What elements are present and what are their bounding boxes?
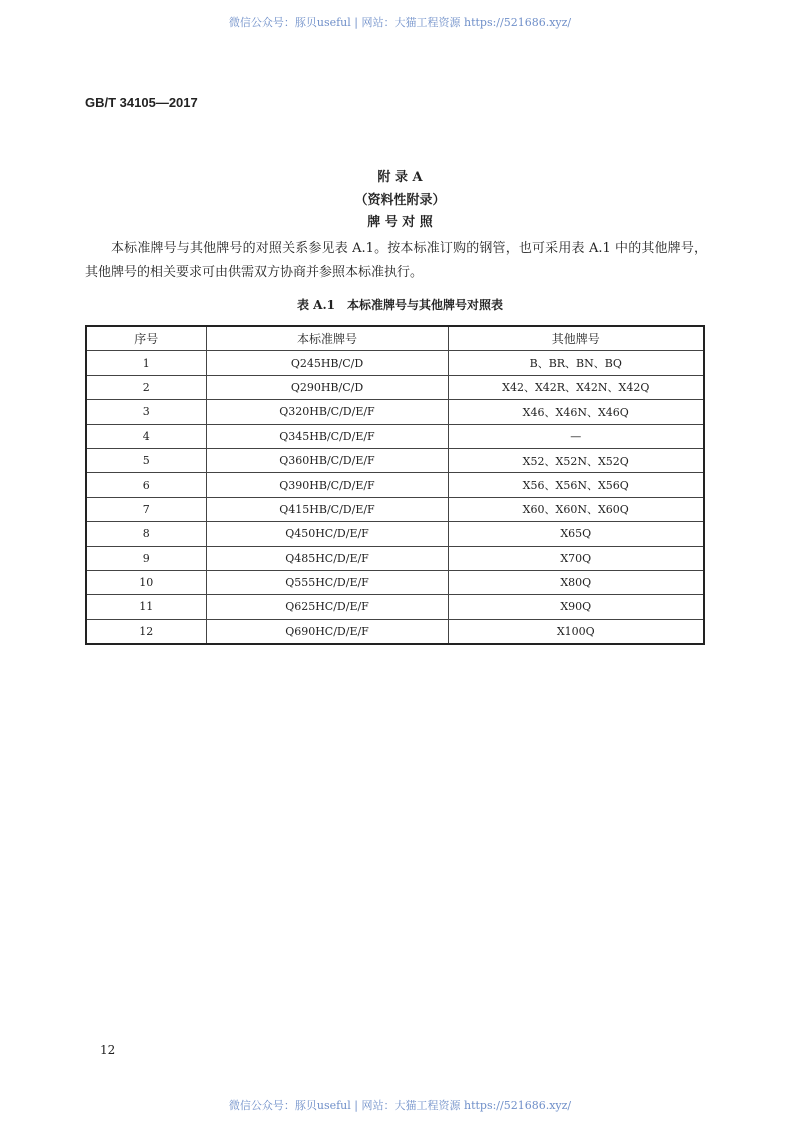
table-row [86, 351, 704, 375]
other-grade: X70Q [448, 546, 704, 570]
standard-grade: Q345HB/C/D/E/F [206, 424, 448, 448]
header-other-grade: 其他牌号 [448, 326, 704, 351]
table-row [86, 448, 704, 472]
standard-grade: Q690HC/D/E/F [206, 619, 448, 644]
table-caption: 表 A.1 本标准牌号与其他牌号对照表 [296, 298, 504, 312]
table-row [86, 400, 704, 424]
row-index: 1 [86, 351, 206, 375]
row-index: 3 [86, 400, 206, 424]
standard-grade: Q625HC/D/E/F [206, 595, 448, 619]
watermark-top: 微信公众号：豚贝useful | 网站：大猫工程资源 https://521686.xyz/ [228, 16, 572, 29]
other-grade: X90Q [448, 595, 704, 619]
table-row [86, 375, 704, 399]
header-index: 序号 [86, 326, 206, 351]
standard-grade: Q290HB/C/D [206, 375, 448, 399]
body-paragraph: 本标准牌号与其他牌号的对照关系参见表 A.1。按本标准订购的钢管，也可采用表 A.1 中的其他牌号，其他牌号的相关要求可由供需双方协商并参照本标准执行。 [85, 241, 707, 280]
appendix-subtitle: （资料性附录） [354, 193, 446, 208]
appendix-heading: 牌 号 对 照 [367, 215, 433, 230]
other-grade: X80Q [448, 570, 704, 594]
table-row [86, 595, 704, 619]
other-grade: X42、X42R、X42N、X42Q [448, 375, 704, 399]
standard-grade: Q415HB/C/D/E/F [206, 497, 448, 521]
row-index: 7 [86, 497, 206, 521]
standard-grade: Q320HB/C/D/E/F [206, 400, 448, 424]
grade-comparison-table [85, 325, 705, 645]
other-grade: X52、X52N、X52Q [448, 448, 704, 472]
row-index: 2 [86, 375, 206, 399]
table-row [86, 473, 704, 497]
table-header-row [86, 326, 704, 351]
row-index: 8 [86, 522, 206, 546]
table-row [86, 522, 704, 546]
table-row [86, 424, 704, 448]
row-index: 9 [86, 546, 206, 570]
table-row [86, 619, 704, 644]
standard-number: GB/T 34105—2017 [85, 95, 198, 110]
row-index: 10 [86, 570, 206, 594]
row-index: 5 [86, 448, 206, 472]
table-row [86, 570, 704, 594]
standard-grade: Q360HB/C/D/E/F [206, 448, 448, 472]
other-grade: X56、X56N、X56Q [448, 473, 704, 497]
standard-grade: Q450HC/D/E/F [206, 522, 448, 546]
other-grade: B、BR、BN、BQ [448, 351, 704, 375]
appendix-title: 附 录 A [377, 170, 423, 185]
header-standard-grade: 本标准牌号 [206, 326, 448, 351]
other-grade: X65Q [448, 522, 704, 546]
other-grade: X46、X46N、X46Q [448, 400, 704, 424]
table-row [86, 546, 704, 570]
standard-grade: Q390HB/C/D/E/F [206, 473, 448, 497]
other-grade: X100Q [448, 619, 704, 644]
row-index: 4 [86, 424, 206, 448]
standard-grade: Q245HB/C/D [206, 351, 448, 375]
watermark-bottom: 微信公众号：豚贝useful | 网站：大猫工程资源 https://521686.xyz/ [228, 1099, 572, 1112]
other-grade: X60、X60N、X60Q [448, 497, 704, 521]
row-index: 6 [86, 473, 206, 497]
page-number: 12 [100, 1043, 116, 1057]
other-grade: — [448, 424, 704, 448]
table-row [86, 497, 704, 521]
standard-grade: Q485HC/D/E/F [206, 546, 448, 570]
row-index: 11 [86, 595, 206, 619]
row-index: 12 [86, 619, 206, 644]
standard-grade: Q555HC/D/E/F [206, 570, 448, 594]
